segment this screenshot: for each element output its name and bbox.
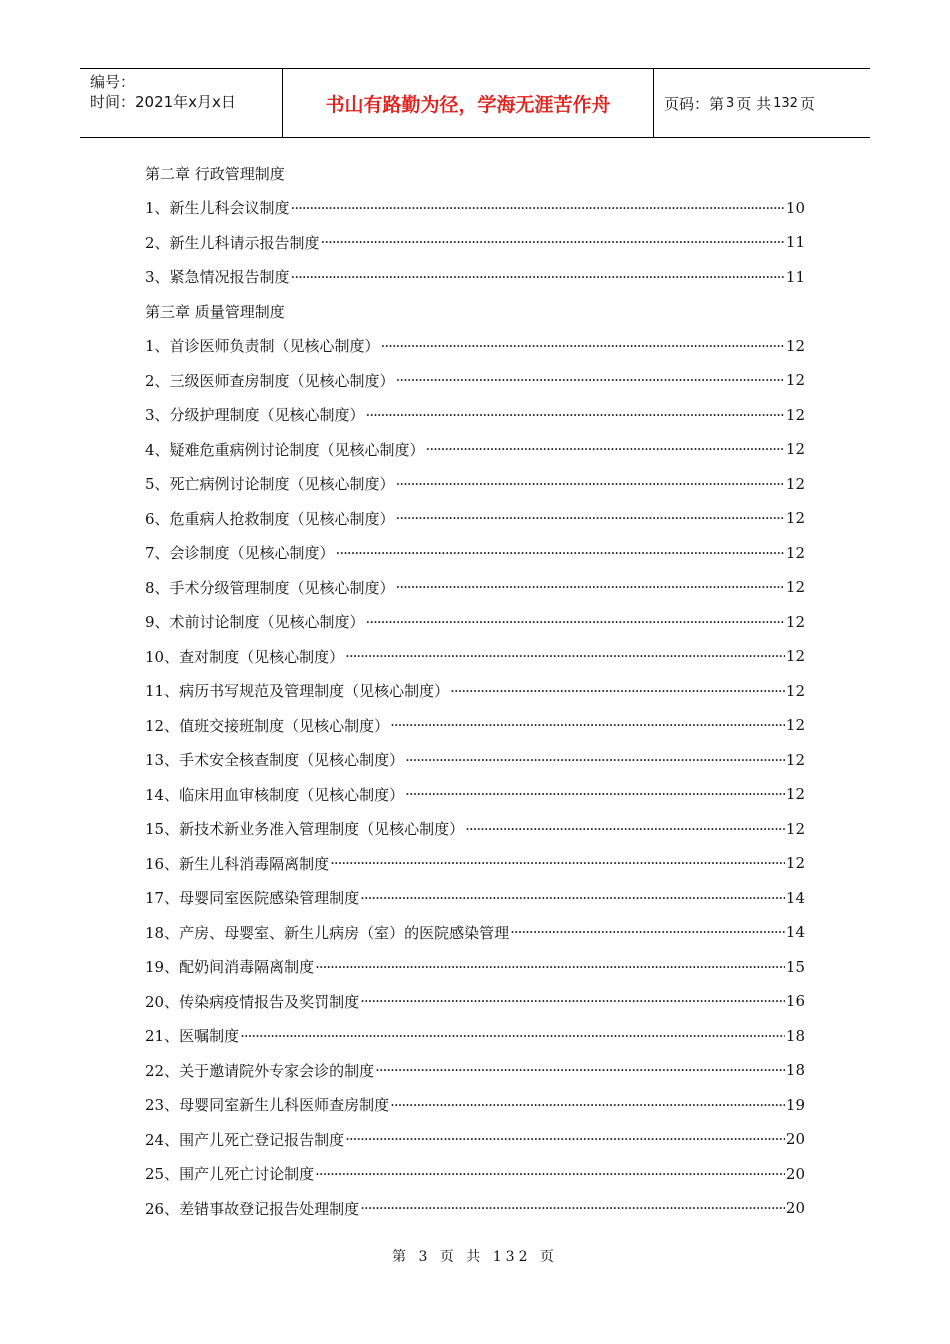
toc-leader-dots bbox=[315, 958, 785, 976]
toc-entry bbox=[145, 225, 805, 260]
toc-entry-title: 12、值班交接班制度（见核心制度） bbox=[145, 716, 390, 735]
toc-leader-dots bbox=[240, 1027, 785, 1045]
toc-leader-dots bbox=[360, 889, 785, 907]
toc-leader-dots bbox=[510, 923, 785, 941]
toc-leader-dots bbox=[345, 647, 785, 665]
toc-entry-title: 9、术前讨论制度（见核心制度） bbox=[145, 613, 365, 632]
table-of-contents bbox=[145, 156, 805, 1226]
toc-leader-dots bbox=[396, 509, 785, 527]
toc-entry-page: 18 bbox=[785, 1061, 805, 1080]
toc-entry bbox=[145, 846, 805, 881]
toc-entry-page: 12 bbox=[785, 716, 805, 735]
toc-entry-page: 12 bbox=[785, 509, 805, 528]
toc-entry bbox=[145, 432, 805, 467]
toc-leader-dots bbox=[330, 854, 785, 872]
motto-text: 书山有路勤为径，学海无涯苦作舟 bbox=[325, 93, 611, 116]
toc-entry bbox=[145, 812, 805, 847]
toc-entry bbox=[145, 329, 805, 364]
header-left-cell bbox=[80, 69, 282, 137]
toc-entry-page: 16 bbox=[785, 992, 805, 1011]
toc-entry-title: 20、传染病疫情报告及奖罚制度 bbox=[145, 992, 360, 1011]
toc-chapter-heading bbox=[145, 156, 805, 191]
toc-entry bbox=[145, 674, 805, 709]
toc-entry-title: 23、母婴同室新生儿科医师查房制度 bbox=[145, 1096, 390, 1115]
serial-label: 编号： bbox=[90, 73, 136, 91]
toc-entry-page: 12 bbox=[785, 750, 805, 769]
date-text: 时间：2021年x月x日 bbox=[90, 93, 236, 111]
toc-entry-page: 14 bbox=[785, 923, 805, 942]
toc-entry-page: 11 bbox=[785, 233, 805, 252]
toc-entry-page: 12 bbox=[785, 336, 805, 355]
toc-entry bbox=[145, 743, 805, 778]
toc-entry bbox=[145, 605, 805, 640]
toc-chapter-heading bbox=[145, 294, 805, 329]
toc-entry-title: 10、查对制度（见核心制度） bbox=[145, 647, 345, 666]
toc-leader-dots bbox=[396, 371, 785, 389]
toc-entry bbox=[145, 777, 805, 812]
toc-leader-dots bbox=[465, 820, 785, 838]
toc-entry-title: 13、手术安全核查制度（见核心制度） bbox=[145, 751, 405, 770]
header-motto-cell bbox=[282, 69, 654, 137]
toc-entry-title: 15、新技术新业务准入管理制度（见核心制度） bbox=[145, 820, 465, 839]
toc-entry-title: 26、差错事故登记报告处理制度 bbox=[145, 1199, 360, 1218]
toc-leader-dots bbox=[450, 682, 785, 700]
toc-entry bbox=[145, 708, 805, 743]
toc-entry-page: 12 bbox=[785, 647, 805, 666]
toc-entry-page: 12 bbox=[785, 785, 805, 804]
toc-entry bbox=[145, 1191, 805, 1226]
toc-entry-page: 20 bbox=[785, 1164, 805, 1183]
toc-entry-page: 19 bbox=[785, 1095, 805, 1114]
toc-entry-title: 21、医嘱制度 bbox=[145, 1027, 240, 1046]
toc-leader-dots bbox=[396, 475, 785, 493]
page-prefix: 页码：第 bbox=[664, 94, 725, 113]
toc-entry-page: 10 bbox=[785, 198, 805, 217]
toc-leader-dots bbox=[426, 440, 785, 458]
toc-entry-page: 18 bbox=[785, 1026, 805, 1045]
toc-entry bbox=[145, 881, 805, 916]
toc-leader-dots bbox=[366, 613, 785, 631]
toc-entry bbox=[145, 501, 805, 536]
toc-entry-title: 1、首诊医师负责制（见核心制度） bbox=[145, 337, 380, 356]
toc-leader-dots bbox=[390, 1096, 785, 1114]
toc-entry-title: 18、产房、母婴室、新生儿病房（室）的医院感染管理 bbox=[145, 923, 510, 942]
toc-entry-page: 12 bbox=[785, 543, 805, 562]
toc-entry-title: 8、手术分级管理制度（见核心制度） bbox=[145, 578, 395, 597]
toc-entry-page: 12 bbox=[785, 578, 805, 597]
toc-entry bbox=[145, 1157, 805, 1192]
page-mid: 页 共 bbox=[736, 94, 772, 113]
toc-entry-page: 14 bbox=[785, 888, 805, 907]
toc-leader-dots bbox=[381, 337, 785, 355]
toc-entry bbox=[145, 363, 805, 398]
toc-entry-page: 12 bbox=[785, 474, 805, 493]
toc-leader-dots bbox=[315, 1165, 785, 1183]
toc-entry bbox=[145, 260, 805, 295]
toc-entry bbox=[145, 1122, 805, 1157]
toc-entry-title: 6、危重病人抢救制度（见核心制度） bbox=[145, 509, 395, 528]
toc-entry-title: 3、紧急情况报告制度 bbox=[145, 268, 290, 287]
toc-entry-title: 5、死亡病例讨论制度（见核心制度） bbox=[145, 475, 395, 494]
toc-entry-page: 12 bbox=[785, 440, 805, 459]
toc-leader-dots bbox=[291, 268, 785, 286]
toc-entry bbox=[145, 639, 805, 674]
toc-entry-page: 12 bbox=[785, 371, 805, 390]
toc-entry bbox=[145, 1053, 805, 1088]
toc-entry-title: 第三章 质量管理制度 bbox=[145, 302, 285, 321]
header-page-cell bbox=[654, 69, 870, 137]
toc-entry bbox=[145, 570, 805, 605]
page-suffix: 页 bbox=[799, 94, 815, 113]
page-current: 3 bbox=[726, 95, 735, 111]
toc-entry-title: 1、新生儿科会议制度 bbox=[145, 199, 290, 218]
toc-leader-dots bbox=[405, 785, 785, 803]
toc-entry bbox=[145, 950, 805, 985]
toc-entry-title: 7、会诊制度（见核心制度） bbox=[145, 544, 335, 563]
toc-entry-title: 17、母婴同室医院感染管理制度 bbox=[145, 889, 360, 908]
toc-entry-title: 22、关于邀请院外专家会诊的制度 bbox=[145, 1061, 375, 1080]
toc-entry-title: 11、病历书写规范及管理制度（见核心制度） bbox=[145, 682, 450, 701]
toc-entry-title: 19、配奶间消毒隔离制度 bbox=[145, 958, 315, 977]
toc-entry-page: 12 bbox=[785, 612, 805, 631]
page-header bbox=[80, 68, 870, 138]
toc-entry-page: 20 bbox=[785, 1199, 805, 1218]
toc-entry-page: 12 bbox=[785, 405, 805, 424]
toc-entry-title: 2、三级医师查房制度（见核心制度） bbox=[145, 371, 395, 390]
page-footer: 第 3 页 共 132 页 bbox=[392, 1249, 558, 1265]
toc-entry bbox=[145, 191, 805, 226]
toc-entry-title: 2、新生儿科请示报告制度 bbox=[145, 233, 320, 252]
toc-leader-dots bbox=[345, 1130, 785, 1148]
toc-entry-title: 4、疑难危重病例讨论制度（见核心制度） bbox=[145, 440, 425, 459]
toc-entry-title: 24、围产儿死亡登记报告制度 bbox=[145, 1130, 345, 1149]
page-total: 132 bbox=[773, 95, 798, 111]
toc-leader-dots bbox=[375, 1061, 785, 1079]
toc-leader-dots bbox=[360, 992, 785, 1010]
toc-entry-title: 25、围产儿死亡讨论制度 bbox=[145, 1165, 315, 1184]
toc-leader-dots bbox=[360, 1199, 785, 1217]
toc-entry-page: 12 bbox=[785, 819, 805, 838]
toc-entry bbox=[145, 398, 805, 433]
toc-entry bbox=[145, 536, 805, 571]
toc-entry bbox=[145, 984, 805, 1019]
toc-entry-page: 11 bbox=[785, 267, 805, 286]
toc-entry-page: 12 bbox=[785, 854, 805, 873]
toc-leader-dots bbox=[405, 751, 785, 769]
toc-leader-dots bbox=[291, 199, 785, 217]
toc-entry-title: 第二章 行政管理制度 bbox=[145, 164, 285, 183]
toc-entry-page: 20 bbox=[785, 1130, 805, 1149]
toc-entry bbox=[145, 1088, 805, 1123]
toc-leader-dots bbox=[390, 716, 785, 734]
toc-entry bbox=[145, 1019, 805, 1054]
toc-entry bbox=[145, 467, 805, 502]
toc-entry-page: 15 bbox=[785, 957, 805, 976]
toc-entry bbox=[145, 915, 805, 950]
toc-entry-title: 14、临床用血审核制度（见核心制度） bbox=[145, 785, 405, 804]
toc-entry-title: 16、新生儿科消毒隔离制度 bbox=[145, 854, 330, 873]
toc-entry-page: 12 bbox=[785, 681, 805, 700]
toc-leader-dots bbox=[366, 406, 785, 424]
toc-leader-dots bbox=[336, 544, 785, 562]
toc-entry-title: 3、分级护理制度（见核心制度） bbox=[145, 406, 365, 425]
toc-leader-dots bbox=[396, 578, 785, 596]
toc-leader-dots bbox=[321, 233, 785, 251]
